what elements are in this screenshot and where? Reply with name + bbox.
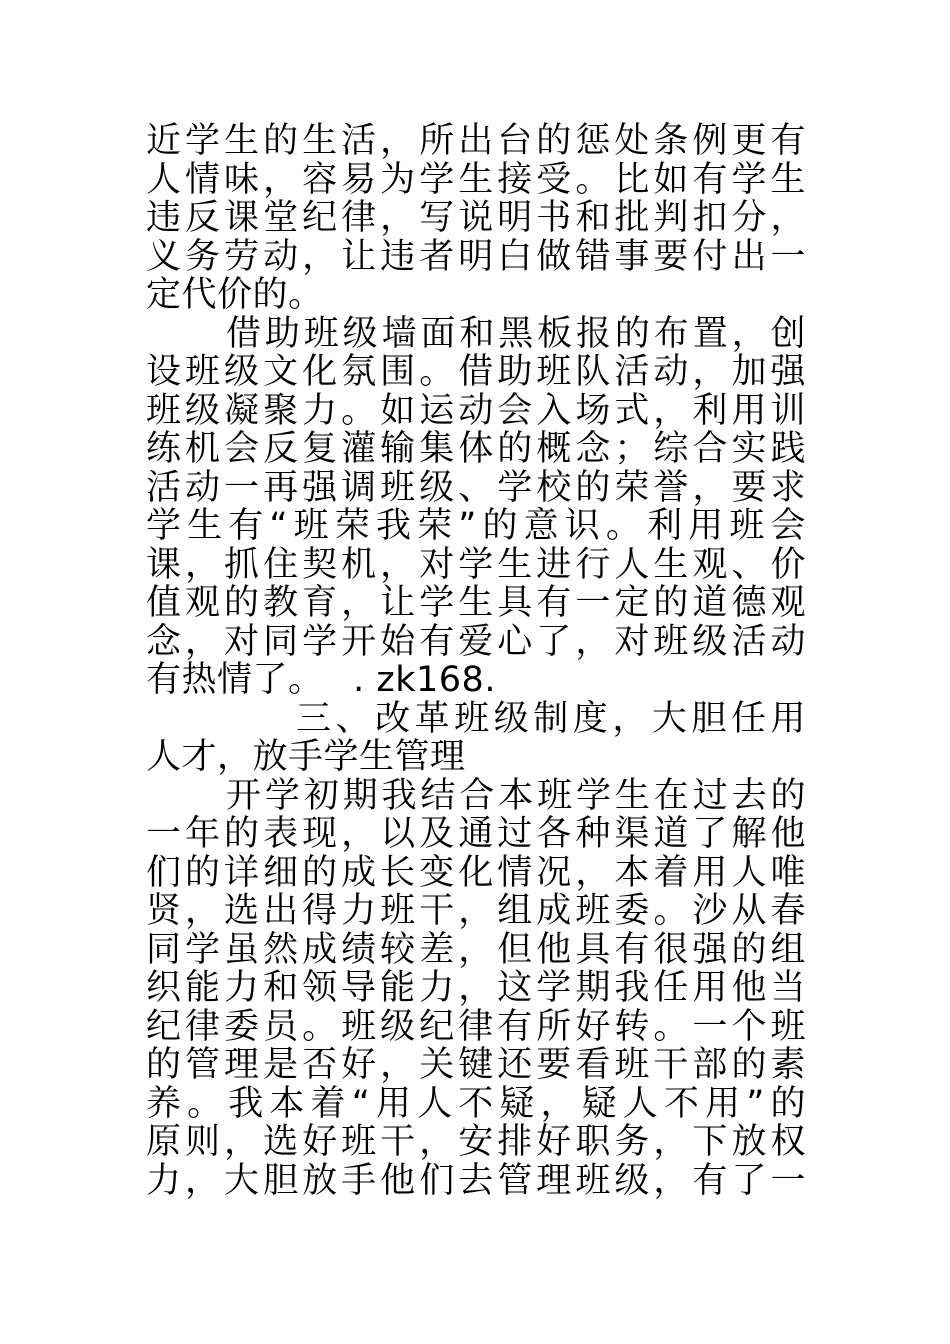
text-line: 班级凝聚力。如运动会入场式，利用训 [146,390,806,431]
text-line: 纪律委员。班级纪律有所好转。一个班 [146,1006,806,1047]
text-line: 念，对同学开始有爱心了，对班级活动 [146,621,806,662]
paragraph-start-line: 借助班级墙面和黑板报的布置，创 [226,313,806,354]
text-line: 有热情了。 . zk168. [146,660,496,700]
text-line: 们的详细的成长变化情况，本着用人唯 [146,852,806,893]
text-line: 课，抓住契机，对学生进行人生观、价 [146,544,806,585]
text-line: 贤，选出得力班干，组成班委。沙从春 [146,891,806,931]
section-heading: 三、改革班级制度，大胆任用 [296,698,806,739]
body-text [146,122,806,1200]
text-line: 违反课堂纪律，写说明书和批判扣分， [146,198,806,238]
text-line: 一年的表现，以及通过各种渠道了解他 [146,814,806,854]
text-line: 义务劳动，让违者明白做错事要付出一 [146,236,806,277]
text-line: 养。我本着“用人不疑，疑人不用”的 [146,1083,806,1124]
text-line: 织能力和领导能力，这学期我任用他当 [146,968,806,1008]
text-line: 练机会反复灌输集体的概念；综合实践 [146,429,806,469]
text-line: 的管理是否好，关键还要看班干部的素 [146,1045,806,1085]
text-line: 学生有“班荣我荣”的意识。利用班会 [146,506,806,546]
text-line: 人情味，容易为学生接受。比如有学生 [146,159,806,200]
section-heading-continuation: 人才，放手学生管理 [146,737,466,777]
text-line: 值观的教育，让学生具有一定的道德观 [146,583,806,623]
paragraph-start-line: 开学初期我结合本班学生在过去的 [226,775,806,816]
text-line: 力，大胆放手他们去管理班级，有了一 [146,1160,806,1201]
text-line: 活动一再强调班级、学校的荣誉，要求 [146,467,806,508]
text-line: 定代价的。 [146,275,324,315]
text-line: 原则，选好班干，安排好职务，下放权 [146,1122,806,1162]
text-line: 设班级文化氛围。借助班队活动，加强 [146,352,806,392]
text-line: 同学虽然成绩较差，但他具有很强的组 [146,929,806,970]
text-line: 近学生的生活，所出台的惩处条例更有 [146,121,806,161]
